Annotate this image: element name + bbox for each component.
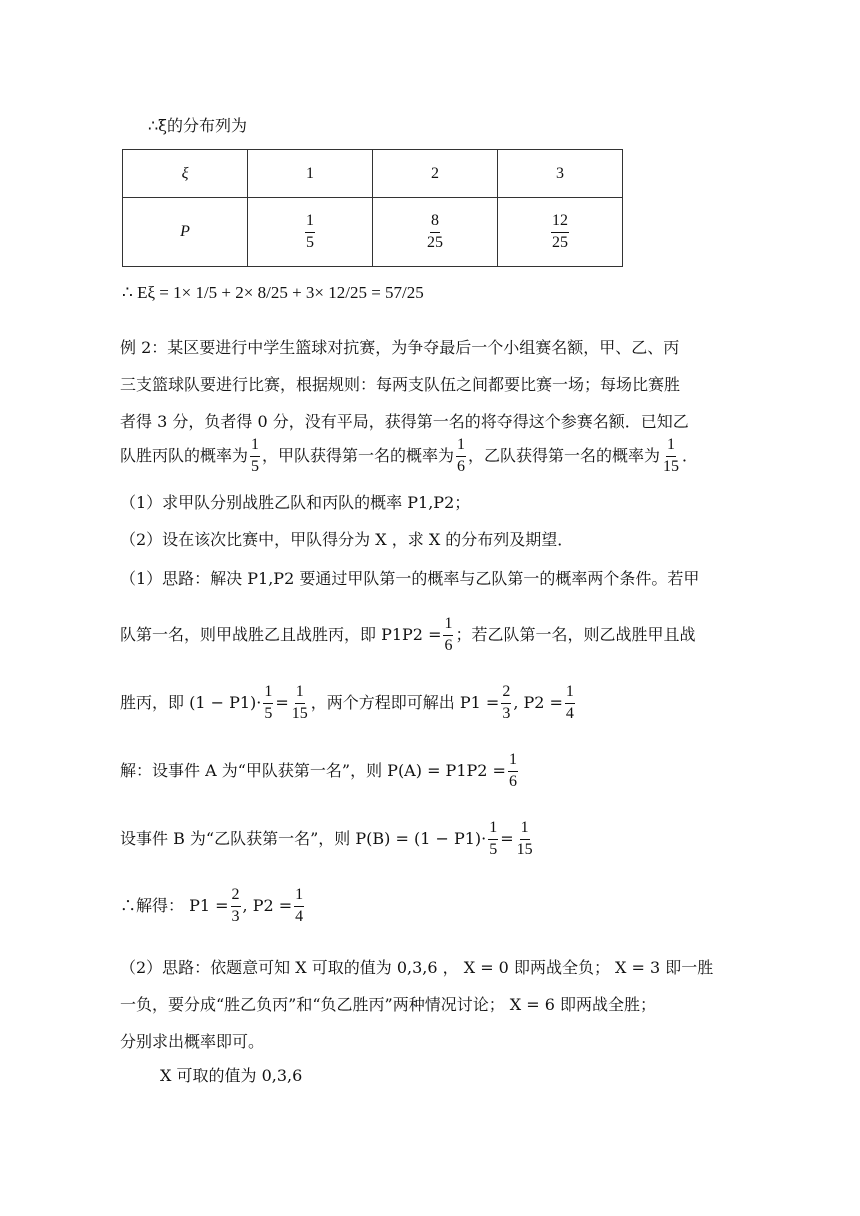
example-2-line-2 xyxy=(120,377,680,393)
solution-event-a xyxy=(120,752,520,791)
table-header-2: 2 xyxy=(373,150,498,198)
fraction-den: 3 xyxy=(502,704,511,722)
distribution-table xyxy=(122,149,623,267)
text: ，两个方程即可解出 P1 = xyxy=(310,693,500,713)
fraction-num: 2 xyxy=(231,887,241,907)
fraction xyxy=(294,887,304,926)
text: = xyxy=(500,829,514,849)
therefore-distribution-line xyxy=(148,118,247,134)
solution-1-line-3 xyxy=(120,684,577,723)
text: （1）求甲队分别战胜乙队和丙队的概率 P1,P2； xyxy=(120,493,471,512)
fraction-num: 1 xyxy=(488,820,498,840)
fraction xyxy=(501,684,511,723)
fraction-den: 6 xyxy=(508,772,517,790)
table-cell-p2 xyxy=(373,198,498,267)
question-1 xyxy=(120,495,470,511)
fraction xyxy=(426,213,444,252)
table-header-3: 3 xyxy=(498,150,623,198)
fraction-den: 3 xyxy=(231,907,240,925)
fraction-den: 5 xyxy=(264,704,273,722)
table-row xyxy=(123,150,623,198)
fraction-num: 1 xyxy=(305,213,315,233)
fraction-num: 12 xyxy=(551,213,569,233)
text: （1）思路：解决 P1,P2 要通过甲队第一的概率与乙队第一的概率两个条件。若甲 xyxy=(120,569,700,588)
fraction xyxy=(250,437,260,476)
fraction-num: 2 xyxy=(501,684,511,704)
x-values-line xyxy=(160,1068,302,1084)
expected-value-line xyxy=(122,284,424,301)
text: ∴ξ的分布列为 xyxy=(148,116,247,135)
fraction-den: 5 xyxy=(489,840,498,858)
solution-event-b xyxy=(120,820,536,859)
fraction-num: 1 xyxy=(295,684,305,704)
table-header-xi: ξ xyxy=(123,150,248,198)
table-row-label-p: P xyxy=(123,198,248,267)
fraction-num: 1 xyxy=(250,437,260,457)
text: 三支篮球队要进行比赛，根据规则：每两支队伍之间都要比赛一场；每场比赛胜 xyxy=(120,375,681,394)
fraction xyxy=(231,887,241,926)
fraction-num: 1 xyxy=(666,437,676,457)
table-row xyxy=(123,198,623,267)
text: , P2 = xyxy=(242,896,293,916)
fraction-den: 15 xyxy=(516,840,533,858)
fraction-den: 15 xyxy=(663,457,680,475)
fraction-num: 1 xyxy=(565,684,575,704)
example-2-line-1 xyxy=(120,340,679,356)
fraction-den: 5 xyxy=(251,457,260,475)
text: ，乙队获得第一名的概率为 xyxy=(468,446,661,466)
text: （2）思路：依题意可知 X 可取的值为 0,3,6 ， X = 0 即两战全负； X = 3 即一胜 xyxy=(120,958,714,977)
fraction xyxy=(443,616,453,655)
text: ． xyxy=(682,446,699,466)
text: 设事件 B 为“乙队获第一名”，则 P(B) = (1 − P1)· xyxy=(120,829,487,849)
fraction-num: 1 xyxy=(520,820,530,840)
text: 队第一名，则甲战胜乙且战胜丙，即 P1P2 = xyxy=(120,625,442,645)
text: = xyxy=(275,693,289,713)
fraction-num: 1 xyxy=(456,437,466,457)
text: ，甲队获得第一名的概率为 xyxy=(262,446,455,466)
text: 一负，要分成“胜乙负丙”和“负乙胜丙”两种情况讨论； X = 6 即两战全胜； xyxy=(120,995,657,1014)
solution-1-line-2 xyxy=(120,616,696,655)
solution-2-line-1 xyxy=(120,960,713,976)
fraction-num: 1 xyxy=(443,616,453,636)
fraction-num: 1 xyxy=(508,752,518,772)
fraction-num: 8 xyxy=(430,213,440,233)
solution-result xyxy=(120,887,306,926)
text: （2）设在该次比赛中，甲队得分为 X ，求 X 的分布列及期望． xyxy=(120,530,574,549)
solution-1-line-1 xyxy=(120,571,699,587)
solution-2-line-3 xyxy=(120,1034,264,1050)
text: ；若乙队第一名，则乙战胜甲且战 xyxy=(455,625,696,645)
fraction xyxy=(662,437,680,476)
text: 胜丙，即 (1 − P1)· xyxy=(120,693,262,713)
question-2 xyxy=(120,532,573,548)
fraction xyxy=(488,820,498,859)
text: 队胜丙队的概率为 xyxy=(120,446,249,466)
fraction xyxy=(456,437,466,476)
fraction-den: 4 xyxy=(295,907,304,925)
fraction xyxy=(263,684,273,723)
fraction xyxy=(291,684,309,723)
fraction xyxy=(508,752,518,791)
text: 者得 3 分，负者得 0 分，没有平局，获得第一名的将夺得这个参赛名额．已知乙 xyxy=(120,412,689,431)
example-2-line-4 xyxy=(120,437,698,476)
solution-2-line-2 xyxy=(120,997,656,1013)
text: 例 2：某区要进行中学生篮球对抗赛，为争夺最后一个小组赛名额，甲、乙、丙 xyxy=(120,338,680,357)
fraction-den: 5 xyxy=(306,233,314,251)
fraction xyxy=(551,213,569,252)
fraction-den: 4 xyxy=(565,704,574,722)
fraction-den: 25 xyxy=(427,233,443,251)
text: 解：设事件 A 为“甲队获第一名”，则 P(A) = P1P2 = xyxy=(120,761,506,781)
fraction xyxy=(565,684,575,723)
fraction-den: 6 xyxy=(444,636,453,654)
fraction-den: 6 xyxy=(457,457,466,475)
text: ∴ Eξ = 1× 1/5 + 2× 8/25 + 3× 12/25 = 57/25 xyxy=(122,283,424,302)
text: X 可取的值为 0,3,6 xyxy=(160,1066,303,1085)
fraction-num: 1 xyxy=(294,887,304,907)
table-cell-p3 xyxy=(498,198,623,267)
text: 分别求出概率即可。 xyxy=(120,1032,265,1051)
text: ∴解得： P1 = xyxy=(120,896,229,916)
table-header-1: 1 xyxy=(248,150,373,198)
example-2-line-3 xyxy=(120,414,689,430)
fraction-den: 15 xyxy=(291,704,308,722)
fraction-den: 25 xyxy=(552,233,568,251)
table-cell-p1 xyxy=(248,198,373,267)
fraction xyxy=(516,820,534,859)
text: , P2 = xyxy=(513,693,563,713)
fraction-num: 1 xyxy=(263,684,273,704)
fraction xyxy=(305,213,315,252)
